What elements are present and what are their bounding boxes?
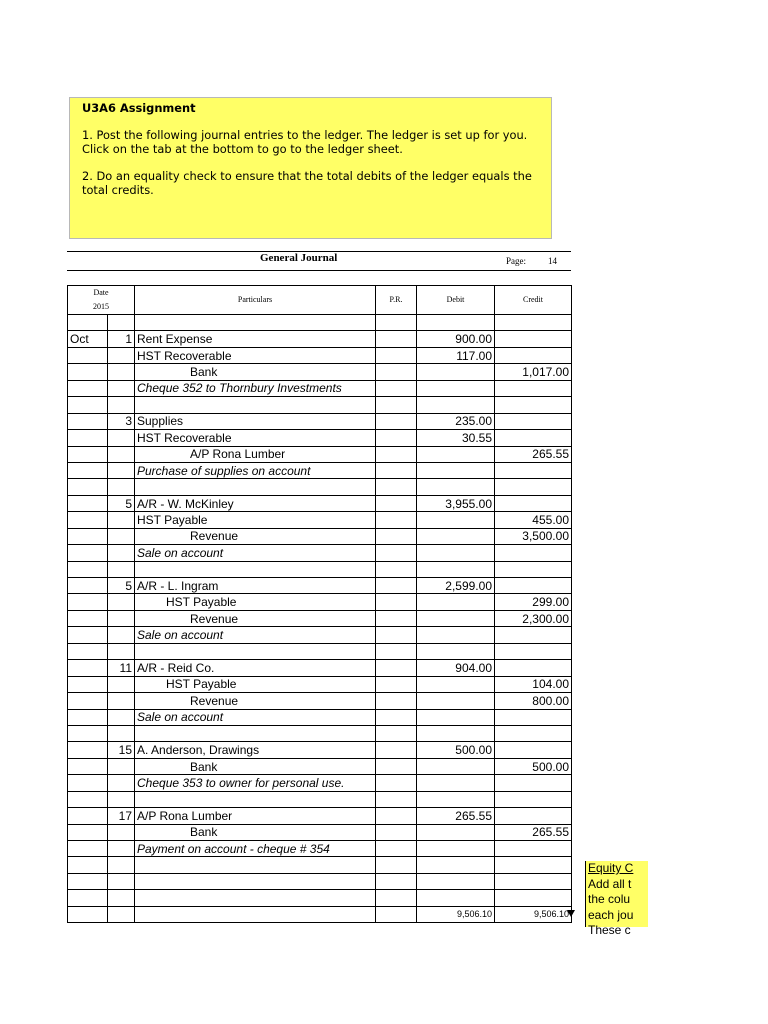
particulars-cell[interactable]: A/R - W. McKinley (135, 495, 376, 511)
pr-cell[interactable] (376, 397, 417, 413)
journal-row (68, 873, 572, 889)
debit-cell[interactable] (417, 315, 495, 331)
header-year: 2015 (68, 300, 135, 315)
date-day-cell[interactable]: 15 (108, 742, 135, 758)
equity-check-note (585, 861, 648, 937)
journal-row (68, 709, 572, 725)
particulars-cell[interactable]: Bank (135, 364, 376, 380)
debit-cell[interactable] (417, 709, 495, 725)
credit-cell[interactable] (495, 643, 572, 659)
date-day-cell[interactable] (108, 693, 135, 709)
side-note-line: Equity C (588, 861, 634, 875)
debit-cell[interactable] (417, 397, 495, 413)
date-day-cell[interactable] (108, 775, 135, 791)
date-month-cell[interactable] (68, 890, 108, 906)
credit-cell[interactable] (495, 725, 572, 741)
particulars-cell[interactable]: Sale on account (135, 545, 376, 561)
journal-row (68, 578, 572, 594)
pr-cell[interactable] (376, 841, 417, 857)
date-day-cell[interactable] (108, 446, 135, 462)
particulars-cell[interactable]: Purchase of supplies on account (135, 462, 376, 478)
debit-cell[interactable] (417, 364, 495, 380)
journal-row (68, 331, 572, 347)
date-day-cell[interactable] (108, 758, 135, 774)
journal-row (68, 857, 572, 873)
total-credit[interactable]: 9,506.10 (495, 906, 572, 922)
date-day-cell[interactable]: 5 (108, 578, 135, 594)
date-day-cell[interactable] (108, 643, 135, 659)
header-credit: Credit (495, 286, 572, 315)
particulars-cell[interactable]: HST Payable (135, 512, 376, 528)
credit-cell[interactable] (495, 347, 572, 363)
particulars-cell[interactable]: Supplies (135, 413, 376, 429)
debit-cell[interactable] (417, 528, 495, 544)
date-month-cell[interactable] (68, 775, 108, 791)
journal-row (68, 594, 572, 610)
credit-cell[interactable] (495, 545, 572, 561)
credit-cell[interactable] (495, 561, 572, 577)
date-month-cell[interactable] (68, 841, 108, 857)
date-month-cell[interactable] (68, 808, 108, 824)
debit-cell[interactable] (417, 824, 495, 840)
date-month-cell[interactable] (68, 578, 108, 594)
totals-row (68, 906, 572, 922)
credit-cell[interactable] (495, 413, 572, 429)
header-particulars: Particulars (135, 286, 376, 315)
journal-row (68, 791, 572, 807)
particulars-cell[interactable]: A/R - L. Ingram (135, 578, 376, 594)
credit-cell[interactable]: 104.00 (495, 676, 572, 692)
date-day-cell[interactable] (108, 462, 135, 478)
credit-cell[interactable] (495, 495, 572, 511)
credit-cell[interactable] (495, 841, 572, 857)
date-day-cell[interactable] (108, 824, 135, 840)
empty-cell[interactable] (135, 906, 376, 922)
instruction-1: 1. Post the following journal entries to the ledger. The ledger is set up for you. Click on the tab at the bottom to go to the ledger sheet. (82, 128, 528, 156)
particulars-cell[interactable]: Sale on account (135, 709, 376, 725)
credit-cell[interactable]: 500.00 (495, 758, 572, 774)
empty-cell[interactable] (376, 906, 417, 922)
journal-row (68, 397, 572, 413)
debit-cell[interactable]: 265.55 (417, 808, 495, 824)
journal-row (68, 742, 572, 758)
particulars-cell[interactable]: HST Payable (135, 594, 376, 610)
date-day-cell[interactable]: 1 (108, 331, 135, 347)
empty-cell[interactable] (108, 906, 135, 922)
particulars-cell[interactable]: Bank (135, 758, 376, 774)
date-month-cell[interactable] (68, 545, 108, 561)
particulars-cell[interactable]: HST Recoverable (135, 430, 376, 446)
pr-cell[interactable] (376, 430, 417, 446)
credit-cell[interactable] (495, 397, 572, 413)
credit-cell[interactable] (495, 627, 572, 643)
debit-cell[interactable] (417, 380, 495, 396)
page-number: 14 (548, 256, 557, 266)
pr-cell[interactable] (376, 528, 417, 544)
journal-row (68, 479, 572, 495)
debit-cell[interactable]: 30.55 (417, 430, 495, 446)
pr-cell[interactable] (376, 364, 417, 380)
credit-cell[interactable]: 299.00 (495, 594, 572, 610)
particulars-cell[interactable] (135, 479, 376, 495)
date-month-cell[interactable] (68, 561, 108, 577)
header-row (68, 286, 572, 301)
credit-cell[interactable] (495, 857, 572, 873)
pr-cell[interactable] (376, 331, 417, 347)
date-day-cell[interactable] (108, 791, 135, 807)
debit-cell[interactable] (417, 758, 495, 774)
credit-cell[interactable] (495, 873, 572, 889)
pr-cell[interactable] (376, 643, 417, 659)
date-month-cell[interactable] (68, 380, 108, 396)
date-month-cell[interactable] (68, 446, 108, 462)
pr-cell[interactable] (376, 808, 417, 824)
credit-cell[interactable] (495, 775, 572, 791)
pr-cell[interactable] (376, 725, 417, 741)
journal-row (68, 561, 572, 577)
date-month-cell[interactable] (68, 364, 108, 380)
credit-cell[interactable] (495, 808, 572, 824)
header-debit: Debit (417, 286, 495, 315)
debit-cell[interactable] (417, 545, 495, 561)
date-month-cell[interactable] (68, 315, 108, 331)
date-day-cell[interactable] (108, 725, 135, 741)
date-day-cell[interactable] (108, 528, 135, 544)
particulars-cell[interactable] (135, 643, 376, 659)
credit-cell[interactable] (495, 578, 572, 594)
date-day-cell[interactable]: 3 (108, 413, 135, 429)
credit-cell[interactable]: 455.00 (495, 512, 572, 528)
title-rule-bottom (67, 270, 571, 271)
journal-row (68, 315, 572, 331)
journal-row (68, 545, 572, 561)
date-day-cell[interactable] (108, 315, 135, 331)
debit-cell[interactable] (417, 775, 495, 791)
journal-row (68, 643, 572, 659)
date-day-cell[interactable] (108, 479, 135, 495)
journal-row (68, 890, 572, 906)
side-note-line: the colu (588, 892, 631, 906)
assignment-note (69, 97, 552, 239)
journal-row (68, 347, 572, 363)
debit-cell[interactable] (417, 676, 495, 692)
particulars-cell[interactable] (135, 561, 376, 577)
particulars-cell[interactable]: Revenue (135, 610, 376, 626)
debit-cell[interactable] (417, 890, 495, 906)
indicator-line (571, 857, 572, 917)
credit-cell[interactable] (495, 742, 572, 758)
journal-row (68, 380, 572, 396)
credit-cell[interactable]: 2,300.00 (495, 610, 572, 626)
pr-cell[interactable] (376, 890, 417, 906)
journal-row (68, 528, 572, 544)
particulars-cell[interactable]: Payment on account - cheque # 354 (135, 841, 376, 857)
date-day-cell[interactable]: 17 (108, 808, 135, 824)
date-month-cell[interactable] (68, 528, 108, 544)
journal-row (68, 693, 572, 709)
date-month-cell[interactable] (68, 347, 108, 363)
pr-cell[interactable] (376, 676, 417, 692)
date-day-cell[interactable]: 5 (108, 495, 135, 511)
particulars-cell[interactable]: Bank (135, 824, 376, 840)
date-month-cell[interactable] (68, 742, 108, 758)
particulars-cell[interactable] (135, 873, 376, 889)
debit-cell[interactable] (417, 512, 495, 528)
credit-cell[interactable] (495, 890, 572, 906)
debit-cell[interactable] (417, 643, 495, 659)
journal-row (68, 775, 572, 791)
date-day-cell[interactable] (108, 347, 135, 363)
debit-cell[interactable] (417, 873, 495, 889)
pr-cell[interactable] (376, 462, 417, 478)
pr-cell[interactable] (376, 791, 417, 807)
date-month-cell[interactable] (68, 791, 108, 807)
journal-table (67, 285, 572, 923)
particulars-cell[interactable] (135, 890, 376, 906)
date-day-cell[interactable] (108, 709, 135, 725)
pr-cell[interactable] (376, 709, 417, 725)
date-day-cell[interactable] (108, 545, 135, 561)
side-note-line: each jou (588, 907, 634, 922)
pr-cell[interactable] (376, 578, 417, 594)
debit-cell[interactable] (417, 561, 495, 577)
particulars-cell[interactable]: Cheque 353 to owner for personal use. (135, 775, 376, 791)
debit-cell[interactable]: 900.00 (417, 331, 495, 347)
journal-row (68, 495, 572, 511)
pr-cell[interactable] (376, 742, 417, 758)
debit-cell[interactable]: 117.00 (417, 347, 495, 363)
pr-cell[interactable] (376, 857, 417, 873)
pr-cell[interactable] (376, 594, 417, 610)
pr-cell[interactable] (376, 693, 417, 709)
date-month-cell[interactable] (68, 413, 108, 429)
particulars-cell[interactable] (135, 857, 376, 873)
date-month-cell[interactable] (68, 857, 108, 873)
particulars-cell[interactable]: A. Anderson, Drawings (135, 742, 376, 758)
journal-row (68, 824, 572, 840)
journal-row (68, 627, 572, 643)
journal-row (68, 660, 572, 676)
side-note-line: These c (588, 923, 631, 937)
date-month-cell[interactable] (68, 676, 108, 692)
debit-cell[interactable]: 2,599.00 (417, 578, 495, 594)
instruction-2: 2. Do an equality check to ensure that the total debits of the ledger equals the total credits. (82, 169, 532, 197)
debit-cell[interactable] (417, 725, 495, 741)
date-day-cell[interactable] (108, 430, 135, 446)
pr-cell[interactable] (376, 495, 417, 511)
date-day-cell[interactable] (108, 594, 135, 610)
particulars-cell[interactable]: HST Recoverable (135, 347, 376, 363)
date-day-cell[interactable] (108, 857, 135, 873)
journal-row (68, 413, 572, 429)
journal-row (68, 808, 572, 824)
date-month-cell[interactable] (68, 725, 108, 741)
credit-cell[interactable] (495, 660, 572, 676)
date-month-cell[interactable] (68, 430, 108, 446)
credit-cell[interactable] (495, 791, 572, 807)
journal-row (68, 841, 572, 857)
particulars-cell[interactable]: Rent Expense (135, 331, 376, 347)
particulars-cell[interactable]: Revenue (135, 693, 376, 709)
credit-cell[interactable]: 265.55 (495, 446, 572, 462)
particulars-cell[interactable]: HST Payable (135, 676, 376, 692)
header-date: Date (68, 286, 135, 301)
pr-cell[interactable] (376, 545, 417, 561)
particulars-cell[interactable] (135, 725, 376, 741)
pr-cell[interactable] (376, 561, 417, 577)
particulars-cell[interactable]: A/P Rona Lumber (135, 446, 376, 462)
debit-cell[interactable] (417, 791, 495, 807)
debit-cell[interactable] (417, 462, 495, 478)
debit-cell[interactable] (417, 594, 495, 610)
pr-cell[interactable] (376, 758, 417, 774)
particulars-cell[interactable]: Revenue (135, 528, 376, 544)
pr-cell[interactable] (376, 660, 417, 676)
debit-cell[interactable]: 3,955.00 (417, 495, 495, 511)
pr-cell[interactable] (376, 347, 417, 363)
date-day-cell[interactable] (108, 610, 135, 626)
particulars-cell[interactable] (135, 315, 376, 331)
date-month-cell[interactable] (68, 397, 108, 413)
date-day-cell[interactable]: 11 (108, 660, 135, 676)
side-note-line: Add all t (588, 876, 632, 891)
pr-cell[interactable] (376, 775, 417, 791)
date-month-cell[interactable] (68, 660, 108, 676)
particulars-cell[interactable]: Sale on account (135, 627, 376, 643)
date-day-cell[interactable] (108, 627, 135, 643)
date-month-cell[interactable] (68, 462, 108, 478)
date-month-cell[interactable] (68, 610, 108, 626)
date-day-cell[interactable] (108, 561, 135, 577)
date-day-cell[interactable] (108, 380, 135, 396)
date-day-cell[interactable] (108, 397, 135, 413)
credit-cell[interactable] (495, 380, 572, 396)
credit-cell[interactable]: 3,500.00 (495, 528, 572, 544)
journal-row (68, 758, 572, 774)
particulars-cell[interactable]: Cheque 352 to Thornbury Investments (135, 380, 376, 396)
date-day-cell[interactable] (108, 890, 135, 906)
pr-cell[interactable] (376, 479, 417, 495)
date-month-cell[interactable] (68, 512, 108, 528)
date-month-cell[interactable] (68, 594, 108, 610)
date-month-cell[interactable] (68, 758, 108, 774)
journal-row (68, 512, 572, 528)
date-day-cell[interactable] (108, 512, 135, 528)
credit-cell[interactable]: 1,017.00 (495, 364, 572, 380)
credit-cell[interactable]: 265.55 (495, 824, 572, 840)
journal-row (68, 462, 572, 478)
credit-cell[interactable] (495, 709, 572, 725)
date-day-cell[interactable] (108, 873, 135, 889)
pr-cell[interactable] (376, 315, 417, 331)
pr-cell[interactable] (376, 512, 417, 528)
particulars-cell[interactable] (135, 791, 376, 807)
date-month-cell[interactable] (68, 709, 108, 725)
arrow-down-icon (567, 910, 575, 917)
debit-cell[interactable]: 904.00 (417, 660, 495, 676)
pr-cell[interactable] (376, 610, 417, 626)
particulars-cell[interactable]: A/P Rona Lumber (135, 808, 376, 824)
journal-row (68, 364, 572, 380)
date-day-cell[interactable] (108, 364, 135, 380)
date-month-cell[interactable] (68, 627, 108, 643)
credit-cell[interactable] (495, 315, 572, 331)
debit-cell[interactable] (417, 857, 495, 873)
debit-cell[interactable] (417, 693, 495, 709)
debit-cell[interactable]: 500.00 (417, 742, 495, 758)
pr-cell[interactable] (376, 413, 417, 429)
debit-cell[interactable] (417, 446, 495, 462)
particulars-cell[interactable]: A/R - Reid Co. (135, 660, 376, 676)
debit-cell[interactable] (417, 841, 495, 857)
journal-row (68, 676, 572, 692)
journal-row (68, 725, 572, 741)
debit-cell[interactable] (417, 610, 495, 626)
credit-cell[interactable] (495, 331, 572, 347)
particulars-cell[interactable] (135, 397, 376, 413)
date-month-cell[interactable] (68, 693, 108, 709)
pr-cell[interactable] (376, 627, 417, 643)
debit-cell[interactable] (417, 627, 495, 643)
date-month-cell[interactable] (68, 824, 108, 840)
pr-cell[interactable] (376, 380, 417, 396)
credit-cell[interactable] (495, 430, 572, 446)
date-month-cell[interactable] (68, 873, 108, 889)
date-month-cell[interactable] (68, 643, 108, 659)
debit-cell[interactable] (417, 479, 495, 495)
journal-row (68, 430, 572, 446)
journal-title: General Journal (260, 252, 338, 264)
pr-cell[interactable] (376, 824, 417, 840)
header-pr: P.R. (376, 286, 417, 315)
date-month-cell[interactable]: Oct (68, 331, 108, 347)
debit-cell[interactable]: 235.00 (417, 413, 495, 429)
total-debit[interactable]: 9,506.10 (417, 906, 495, 922)
assignment-title: U3A6 Assignment (82, 101, 196, 115)
date-day-cell[interactable] (108, 676, 135, 692)
journal-row (68, 446, 572, 462)
page-label: Page: (506, 256, 526, 266)
credit-cell[interactable] (495, 479, 572, 495)
credit-cell[interactable] (495, 462, 572, 478)
date-month-cell[interactable] (68, 479, 108, 495)
pr-cell[interactable] (376, 446, 417, 462)
credit-cell[interactable]: 800.00 (495, 693, 572, 709)
date-month-cell[interactable] (68, 495, 108, 511)
journal-row (68, 610, 572, 626)
empty-cell[interactable] (68, 906, 108, 922)
pr-cell[interactable] (376, 873, 417, 889)
date-day-cell[interactable] (108, 841, 135, 857)
